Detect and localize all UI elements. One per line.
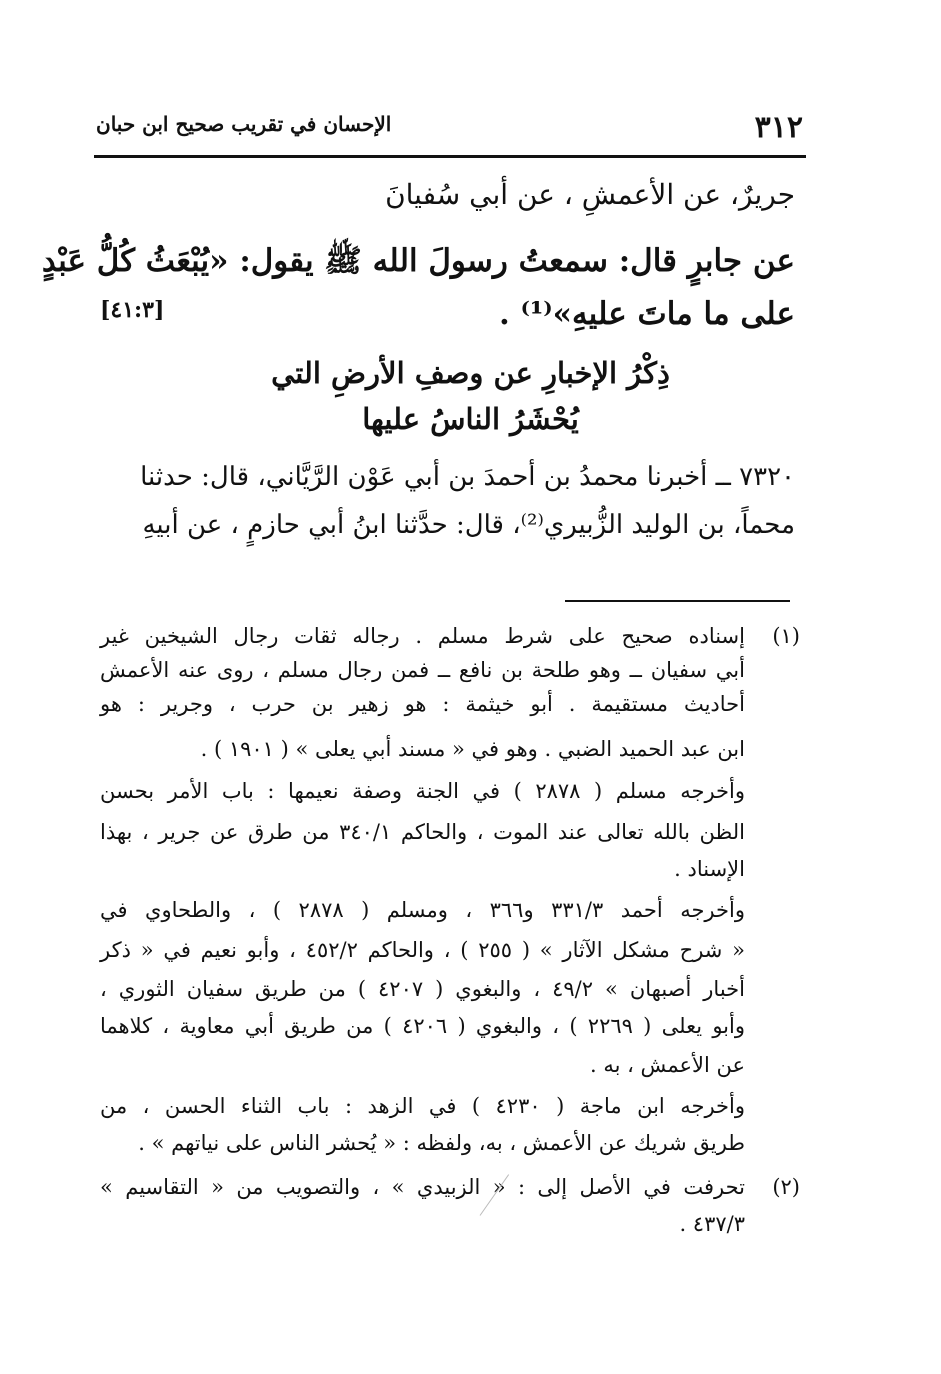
body-line-3: على ما ماتَ عليهِ»⁽¹⁾ . xyxy=(498,296,795,332)
footnote-rule xyxy=(565,600,790,602)
footnote-1-line: أبي سفيان ــ وهو طلحة بن نافع ــ فمن رجال مسلم ، روى عنه الأعمش xyxy=(100,658,745,682)
body-line-1: جريرٌ، عن الأعمشِ ، عن أبي سُفيانَ xyxy=(385,178,795,211)
footnote-2-marker: (٢) xyxy=(772,1175,800,1199)
hadith-line-2: محماً، بن الوليد الزُّبيري⁽²⁾، قال: حدَّثنا ابنُ أبي حازمٍ ، عن أبيهِ xyxy=(142,510,795,540)
footnote-1-line: ابن عبد الحميد الضبي . وهو في « مسند أبي يعلى » ( ١٩٠١ ) . xyxy=(200,737,745,761)
section-heading-line-1: ذِكْرُ الإخبارِ عن وصفِ الأرضِ التي xyxy=(271,356,670,390)
footnote-1-line: « شرح مشكل الآثار » ( ٢٥٥ ) ، والحاكم ٤٥٢/٢ ، وأبو نعيم في « ذكر xyxy=(100,938,745,962)
footnote-1-line: طريق شريك عن الأعمش ، به، ولفظه : « يُحشر الناس على نياتهم » . xyxy=(138,1131,745,1155)
footnote-1-line: أخبار أصبهان » ٤٩/٢ ، والبغوي ( ٤٢٠٧ ) من طريق سفيان الثوري ، xyxy=(100,977,745,1001)
footnote-2-line: ٤٣٧/٣ . xyxy=(679,1212,745,1236)
footnote-1-line: وأخرجه أحمد ٣٣١/٣ و٣٦٦ ، ومسلم ( ٢٨٧٨ ) ، والطحاوي في xyxy=(100,898,745,922)
footnote-1-marker: (١) xyxy=(772,624,800,648)
section-heading-line-2: يُحْشَرُ الناسُ عليها xyxy=(362,402,579,436)
footnote-1-line: الإسناد . xyxy=(674,857,745,881)
running-title: الإحسان في تقريب صحيح ابن حبان xyxy=(96,112,392,136)
footnote-1-line: أحاديث مستقيمة . أبو خيثمة : هو زهير بن حرب ، وجرير : هو xyxy=(100,692,745,716)
footnote-1-line: عن الأعمش ، به . xyxy=(589,1053,745,1077)
footnote-1-line: وأخرجه ابن ماجة ( ٤٢٣٠ ) في الزهد : باب الثناء الحسن ، من xyxy=(100,1094,745,1118)
page-number: ٣١٢ xyxy=(754,110,803,145)
footnote-2-line: تحرفت في الأصل إلى : « الزبيدي » ، والتصويب من « التقاسيم » xyxy=(100,1175,745,1199)
footnote-1-line: وأخرجه مسلم ( ٢٨٧٨ ) في الجنة وصفة نعيمها : باب الأمر بحسن xyxy=(100,779,745,803)
header-rule xyxy=(94,155,806,158)
footnote-1-line: وأبو يعلى ( ٢٢٦٩ ) ، والبغوي ( ٤٢٠٦ ) من طريق أبي معاوية ، كلاهما xyxy=(100,1014,746,1038)
body-line-2: عن جابرٍ قال: سمعتُ رسولَ الله ﷺ يقول: «يُبْعَثُ كُلُّ عَبْدٍ xyxy=(41,243,795,279)
reference-bracket: [٤١:٣] xyxy=(100,297,165,323)
hadith-line-1: ٧٣٢٠ ــ أخبرنا محمدُ بن أحمدَ بن أبي عَوْن الرَّيَّاني، قال: حدثنا xyxy=(140,462,795,492)
footnote-1-line: إسناده صحيح على شرط مسلم . رجاله ثقات رجال الشيخين غير xyxy=(100,624,745,648)
footnote-1-line: الظن بالله تعالى عند الموت ، والحاكم ٣٤٠/١ من طرق عن جرير ، بهذا xyxy=(100,820,746,844)
